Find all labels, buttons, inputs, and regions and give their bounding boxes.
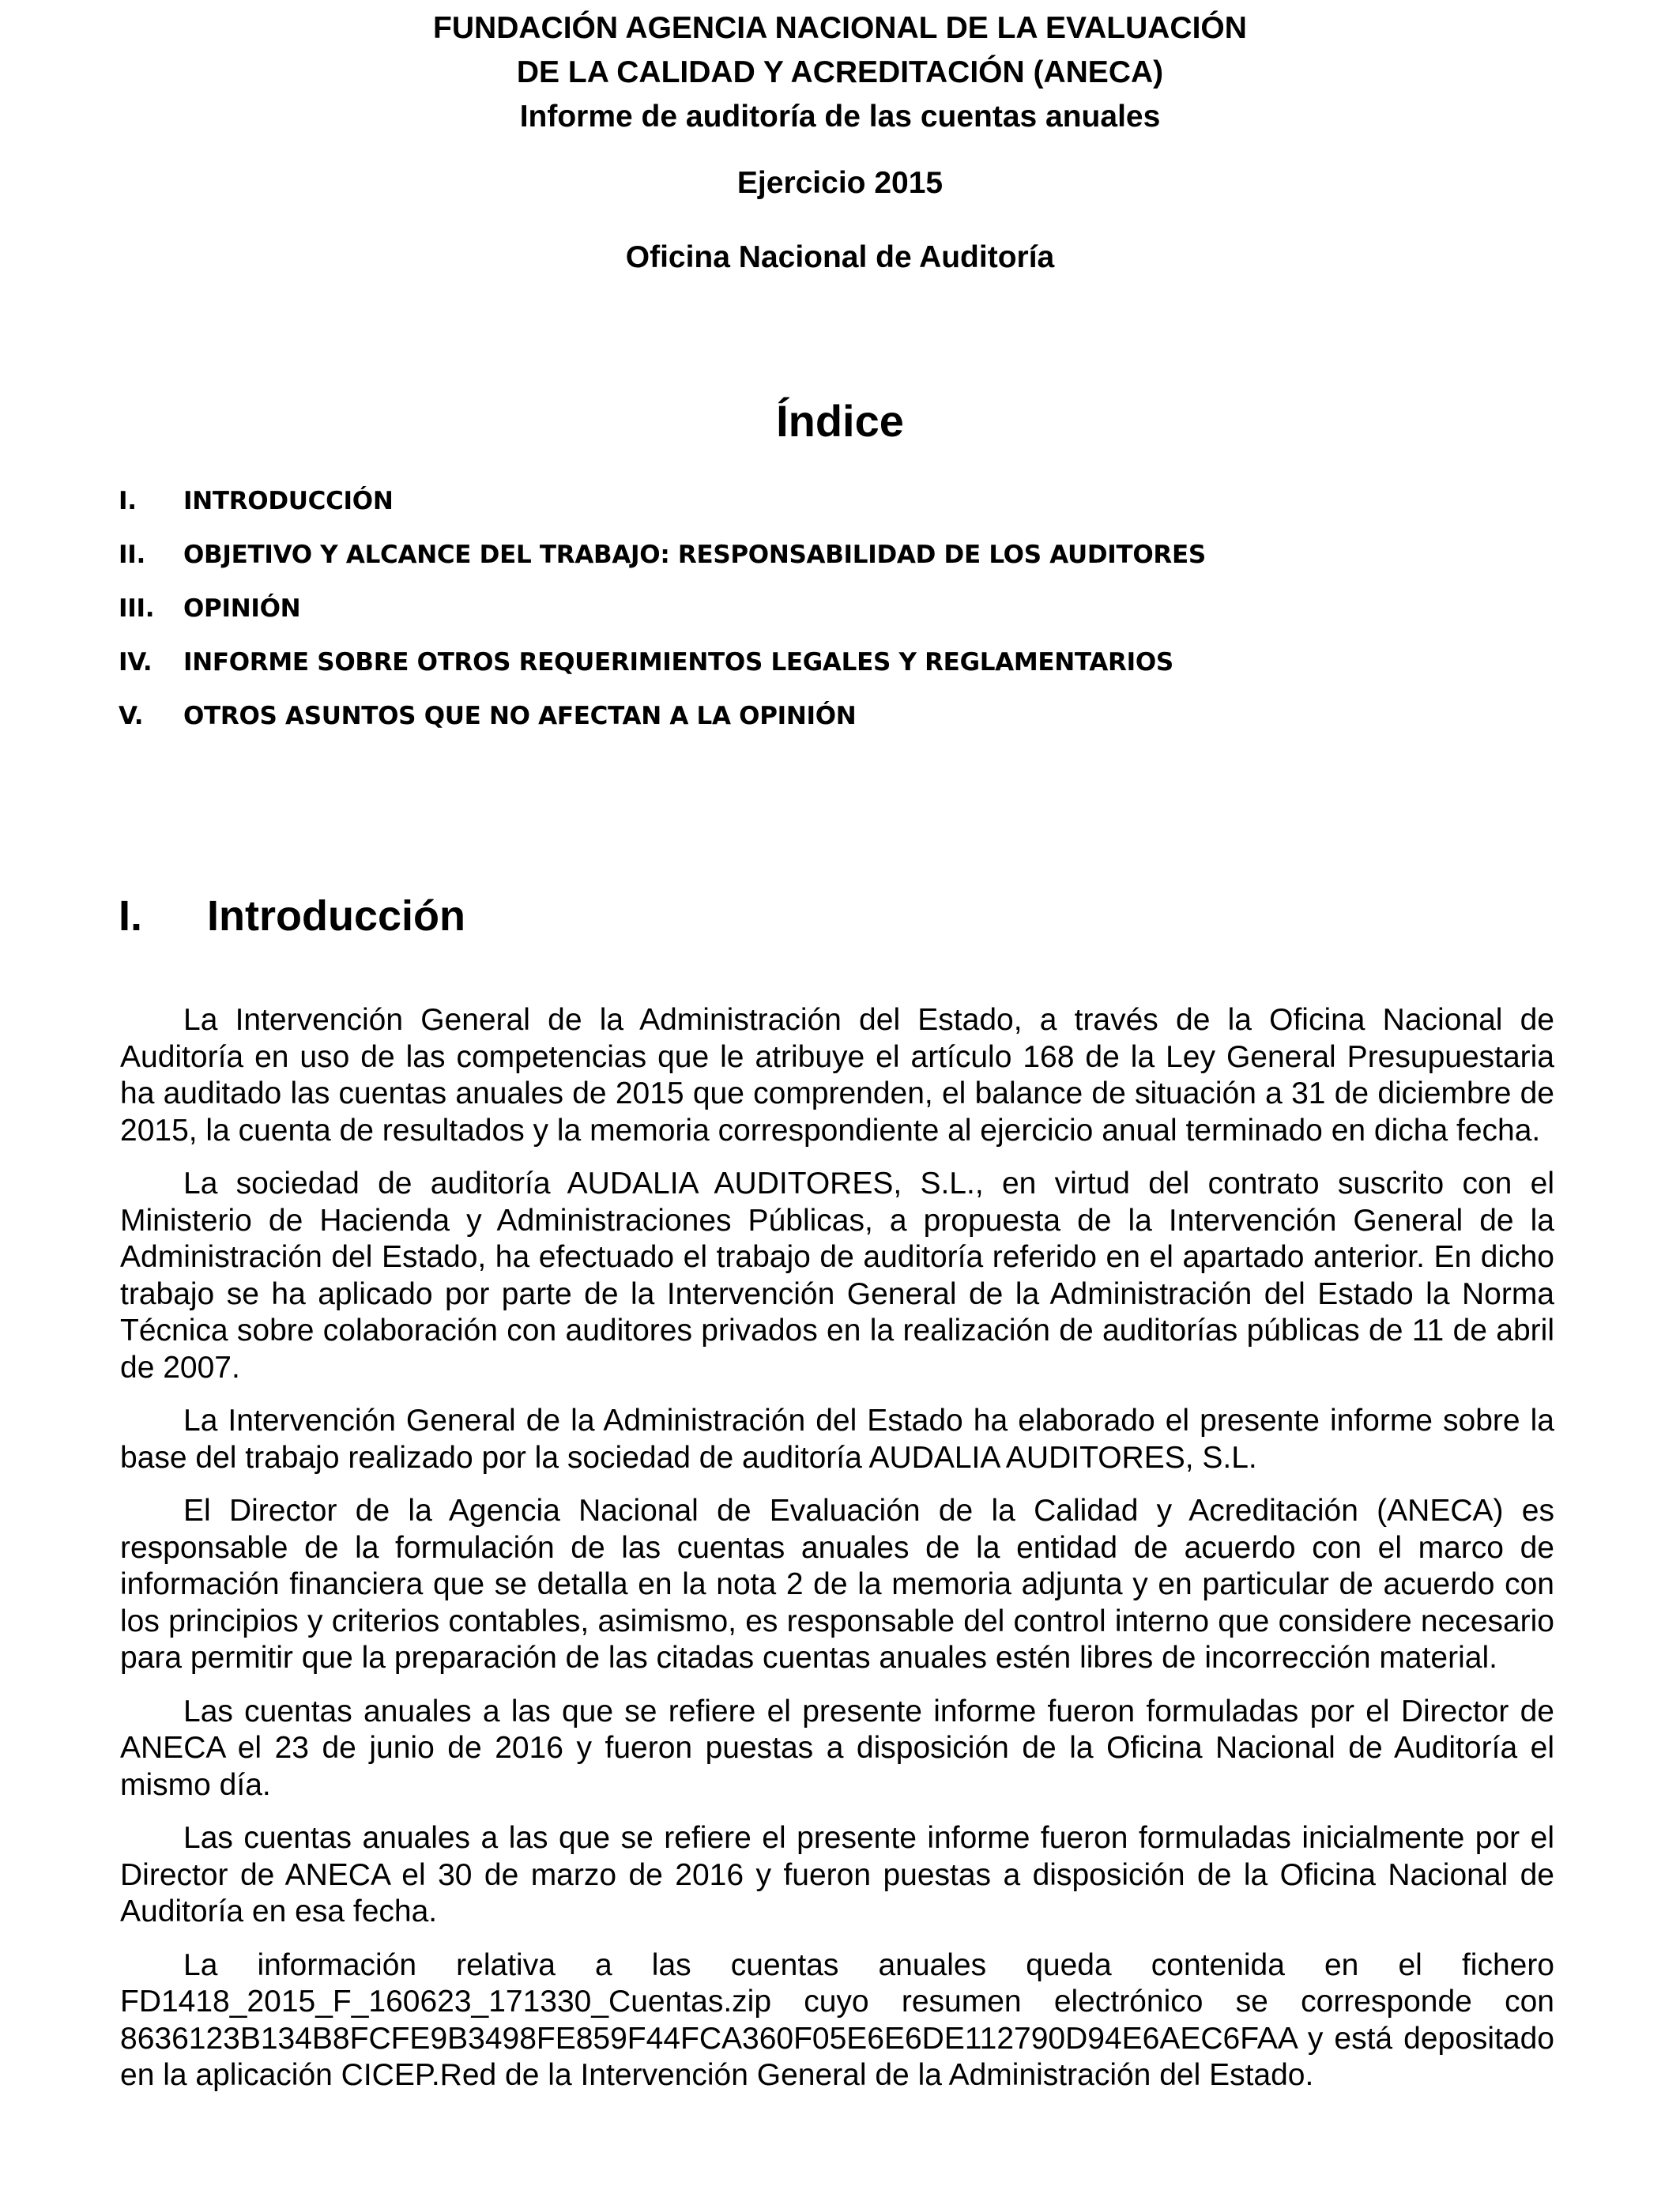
toc-item-label: INFORME SOBRE OTROS REQUERIMIENTOS LEGALES Y REGLAMENTARIOS: [183, 648, 1173, 677]
paragraph: La sociedad de auditoría AUDALIA AUDITORES, S.L., en virtud del contrato suscrito con el Ministerio de Hacienda y Administraciones Públicas, a propuesta de la Intervención General de la Administración del Estado, ha efectuado el trabajo de auditoría referido en el apartado anterior. En dicho trabajo se ha aplicado por parte de la Intervención General de la Administración del Estado la Norma Técnica sobre colaboración con auditores privados en la realización de auditorías públicas de 11 de abril de 2007.: [120, 1167, 1554, 1385]
section-body: [120, 1002, 1554, 2111]
toc-item[interactable]: [119, 635, 1541, 689]
toc-item-label: OTROS ASUNTOS QUE NO AFECTAN A LA OPINIÓN: [183, 702, 857, 730]
report-header: [0, 6, 1680, 139]
toc-item-number: III.: [119, 594, 155, 623]
toc-item-number: II.: [119, 541, 145, 569]
index-title: Índice: [776, 396, 904, 446]
toc-item-number: I.: [119, 487, 137, 515]
toc-item-number: IV.: [119, 648, 153, 677]
paragraph: La Intervención General de la Administración del Estado, a través de la Oficina Nacional de Auditoría en uso de las competencias que le atribuye el artículo 168 de la Ley General Presupuestaria ha auditado las cuentas anuales de 2015 que comprenden, el balance de situación a 31 de diciembre de 2015, la cuenta de resultados y la memoria correspondiente al ejercicio anual terminado en dicha fecha.: [120, 1003, 1554, 1148]
section-title: Introducción: [207, 892, 465, 940]
toc-item-number: V.: [119, 702, 144, 730]
header-line-1: FUNDACIÓN AGENCIA NACIONAL DE LA EVALUACIÓN: [433, 11, 1247, 45]
toc-item[interactable]: [119, 689, 1541, 743]
toc-item-label: OBJETIVO Y ALCANCE DEL TRABAJO: RESPONSABILIDAD DE LOS AUDITORES: [183, 541, 1206, 569]
toc-item[interactable]: [119, 582, 1541, 635]
paragraph: La información relativa a las cuentas anuales queda contenida en el fichero FD1418_2015_F_160623_171330_Cuentas.zip cuyo resumen electrónico se corresponde con 8636123B134B8FCFE9B3498FE859F44FCA360F05E6E6DE112790D94E6AEC6FAA y está depositado en la aplicación CICEP.Red de la Intervención General de la Administración del Estado.: [120, 1947, 1554, 2092]
section-number: I.: [119, 892, 143, 940]
paragraph: La Intervención General de la Administración del Estado ha elaborado el presente informe sobre la base del trabajo realizado por la sociedad de auditoría AUDALIA AUDITORES, S.L.: [120, 1404, 1554, 1475]
exercise-year: Ejercicio 2015: [736, 166, 944, 200]
office-name: Oficina Nacional de Auditoría: [625, 240, 1055, 274]
paragraph: Las cuentas anuales a las que se refiere el presente informe fueron formuladas por el Director de ANECA el 23 de junio de 2016 y fueron puestas a disposición de la Oficina Nacional de Auditoría el mismo día.: [120, 1694, 1554, 1802]
section-heading: [119, 892, 465, 941]
header-line-2: DE LA CALIDAD Y ACREDITACIÓN (ANECA): [516, 55, 1164, 89]
paragraph: Las cuentas anuales a las que se refiere el presente informe fueron formuladas inicialmente por el Director de ANECA el 30 de marzo de 2016 y fueron puestas a disposición de la Oficina Nacional de Auditoría en esa fecha.: [120, 1821, 1554, 1928]
toc-item[interactable]: [119, 528, 1541, 582]
toc-item[interactable]: [119, 474, 1541, 528]
table-of-contents: [119, 474, 1541, 743]
header-line-3: Informe de auditoría de las cuentas anuales: [519, 100, 1161, 134]
paragraph: El Director de la Agencia Nacional de Evaluación de la Calidad y Acreditación (ANECA) es responsable de la formulación de las cuentas anuales de la entidad de acuerdo con el marco de información financiera que se detalla en la nota 2 de la memoria adjunta y en particular de acuerdo con los principios y criterios contables, asimismo, es responsable del control interno que considere necesario para permitir que la preparación de las citadas cuentas anuales estén libres de incorrección material.: [120, 1494, 1554, 1675]
toc-item-label: OPINIÓN: [183, 594, 301, 623]
toc-item-label: INTRODUCCIÓN: [183, 487, 394, 515]
